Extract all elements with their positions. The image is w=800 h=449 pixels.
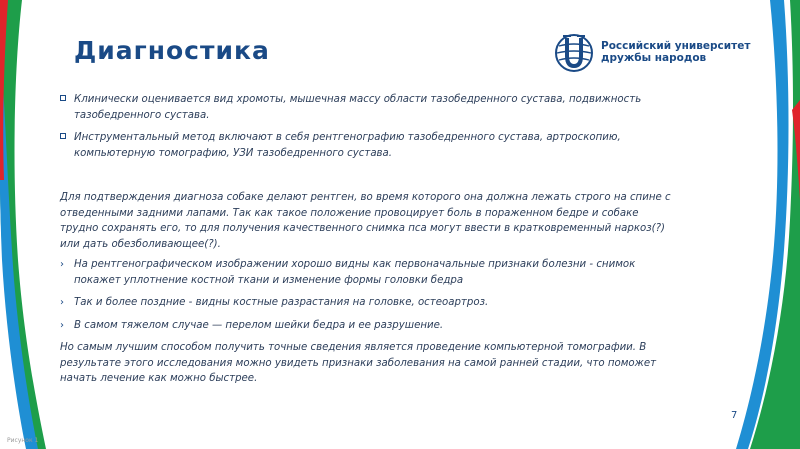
bullet-text: На рентгенографическом изображении хорошо видны как первоначальные признаки болезни - снимок покажет уплотнение костной ткани и изменение формы головки бедра [74, 259, 636, 286]
slide-body [60, 92, 680, 387]
logo-text [601, 40, 750, 64]
slide-title: Диагностика [74, 36, 270, 65]
chevron-bullet-icon: › [60, 319, 64, 331]
paragraph-xray: Для подтверждения диагноза собаке делают рентген, во время которого она должна лежать строго на спине с отведенными задними лапами. Так как такое положение провоцирует боль в пораженном бедре и собаке трудно сохранять его, то для получения качественного снимка пса могут ввести в кратковременный наркоз(?) или дать обезболивающее(?). [60, 192, 671, 250]
square-bullet-icon [60, 95, 66, 101]
figure-caption: Рисунок 1 [7, 437, 39, 444]
logo-line-1: Российский университет [601, 40, 751, 52]
rudn-logo [553, 32, 773, 78]
chevron-bullet-icon: › [60, 297, 64, 308]
bullet-text: Инструментальный метод включают в себя рентгенографию тазобедренного сустава, артроскопию, компьютерную томографию, УЗИ тазобедренного сустава. [74, 132, 621, 159]
list-item [60, 295, 680, 311]
list-item [60, 257, 680, 288]
page-number: 7 [731, 410, 738, 421]
chevron-bullet-icon: › [60, 259, 64, 270]
bullet-text: Так и более поздние - видны костные разрастания на головке, остеоартроз. [74, 297, 489, 308]
bullet-text: Клинически оценивается вид хромоты, мышечная массу области тазобедренного сустава, подвижность тазобедренного сустава. [74, 94, 642, 121]
square-bullet-icon [60, 133, 66, 139]
list-item [60, 318, 680, 334]
list-item [60, 92, 680, 123]
bullet-text: В самом тяжелом случае — перелом шейки бедра и ее разрушение. [74, 319, 444, 331]
rudn-logo-emblem [553, 32, 595, 74]
list-item [60, 130, 680, 161]
paragraph-ct: Но самым лучшим способом получить точные сведения является проведение компьютерной томографии. В результате этого исследования можно увидеть признаки заболевания на самой ранней стадии, что поможет начать лечение как можно быстрее. [60, 342, 657, 384]
logo-line-2: дружбы народов [601, 52, 707, 64]
